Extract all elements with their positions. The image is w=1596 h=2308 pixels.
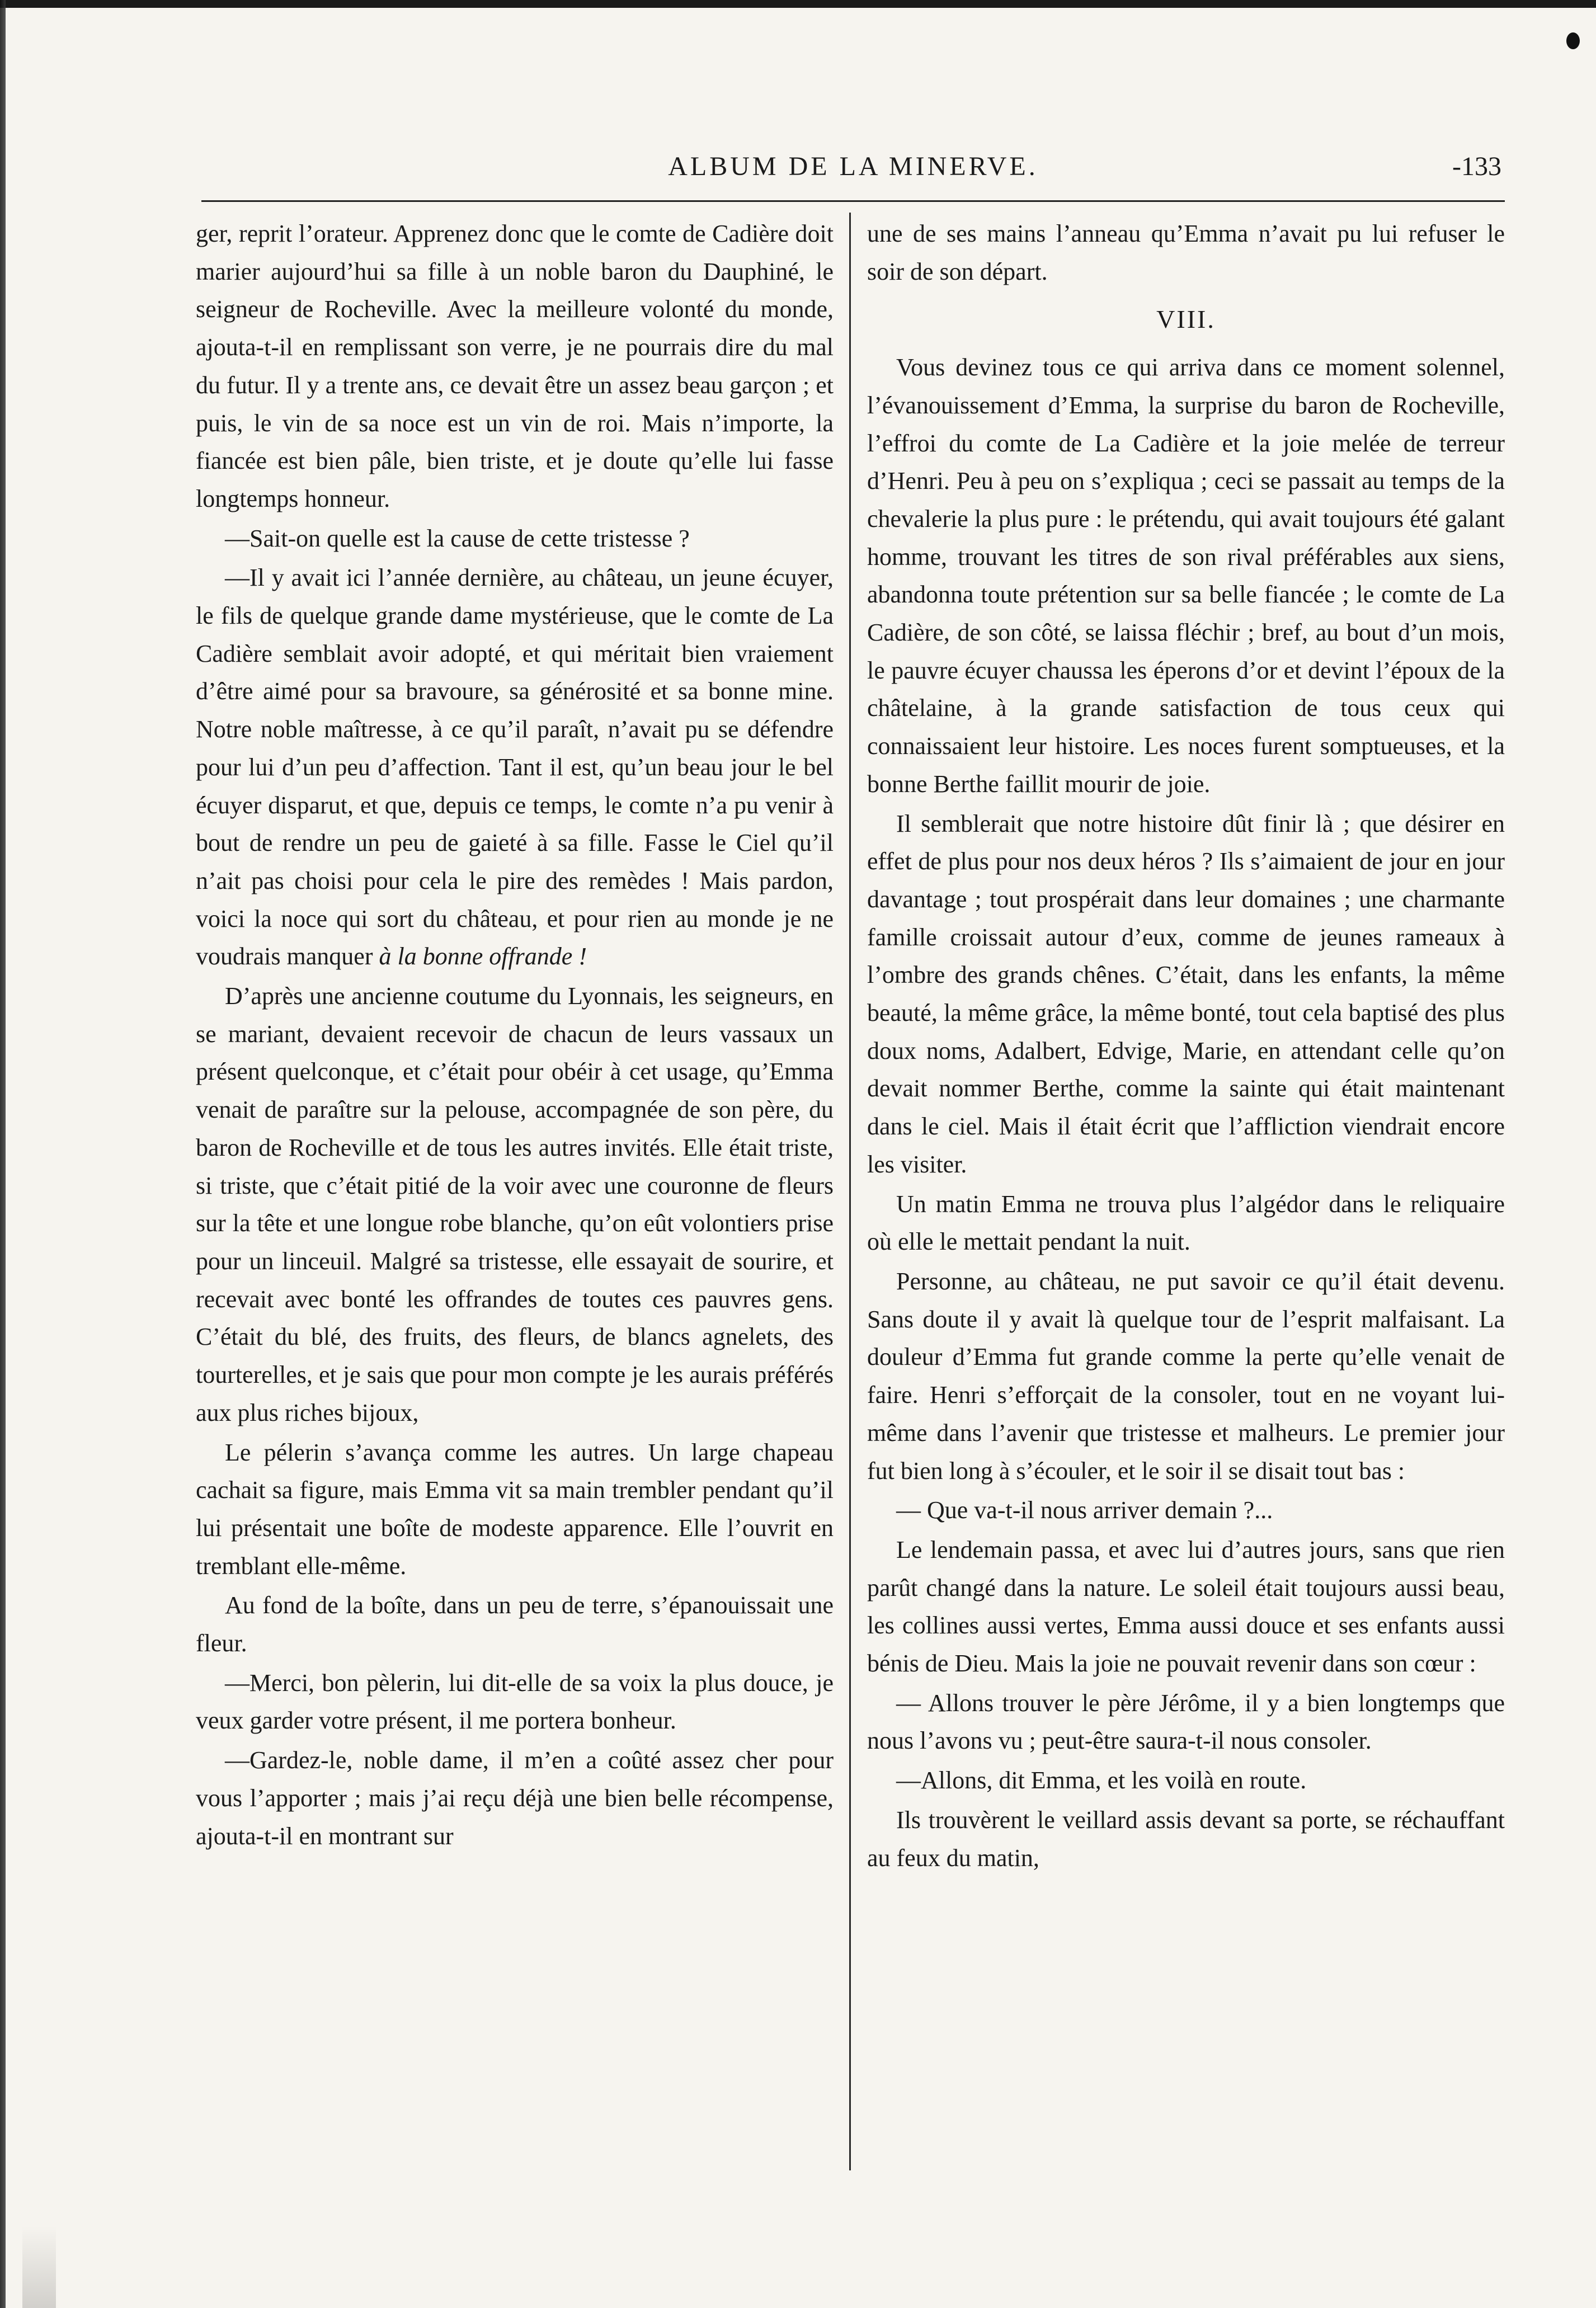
paragraph — [196, 559, 834, 976]
paragraph: Vous devinez tous ce qui arriva dans ce moment solennel, l’évanouissement d’Emma, la surprise du baron de Rocheville, l’effroi du comte de La Cadière et la joie melée de terreur d’Henri. Peu à peu on s’expliqua ; ceci se passait au temps de la chevalerie la plus pure : le prétendu, qui avait toujours été galant homme, trouvant les titres de son rival préférables aux siens, abandonna toute prétention sur sa belle fiancée ; le comte de La Cadière, de son côté, se laissa fléchir ; bref, au bout d’un mois, le pauvre écuyer chaussa les éperons d’or et devint l’époux de la châtelaine, à la grande satisfaction de tous ceux qui connaissaient leur histoire. Les noces furent somptueuses, et la bonne Berthe faillit mourir de joie. — [867, 354, 1505, 798]
paragraph: —Gardez-le, noble dame, il m’en a coûté assez cher pour vous l’apporter ; mais j’ai reçu déjà une bien belle récompense, ajouta-t-il en montrant sur — [196, 1746, 834, 1850]
page-corner-shadow — [22, 2226, 56, 2308]
paragraph: Ils trouvèrent le veillard assis devant sa porte, se réchauffant au feux du matin, — [867, 1806, 1505, 1872]
paragraph: — Allons trouver le père Jérôme, il y a bien longtemps que nous l’avons vu ; peut-être saura-t-il nous consoler. — [867, 1689, 1505, 1755]
running-header — [201, 147, 1505, 187]
paragraph: Le pélerin s’avança comme les autres. Un large chapeau cachait sa figure, mais Emma vit sa main trembler pendant qu’il lui présentait une boîte de modeste apparence. Elle l’ouvrit en tremblant elle-même. — [196, 1438, 834, 1580]
paragraph: —Allons, dit Emma, et les voilà en route. — [896, 1767, 1307, 1794]
paragraph-text: —Il y avait ici l’année dernière, au château, un jeune écuyer, le fils de quelque grande dame mystérieuse, que le comte de La Cadière semblait avoir adopté, et qui méritait bien vraiement d’être aimé pour sa bravoure, sa générosité et sa bonne mine. Notre noble maîtresse, à ce qu’il paraît, n’avait pu se défendre pour lui d’un peu d’affection. Tant il est, qu’un beau jour le bel écuyer disparut, et que, depuis ce temps, le comte n’a pu venir à bout de rendre un peu de gaieté à sa fille. Fasse le Ciel qu’il n’ait pas choisi pour cela le pire des remèdes ! Mais pardon, voici la noce qui sort du château, et pour rien au monde je ne voudrais manquer — [196, 564, 834, 971]
paragraph: Un matin Emma ne trouva plus l’algédor dans le reliquaire où elle le mettait pendant la nuit. — [867, 1190, 1505, 1256]
paragraph: Il semblerait que notre histoire dût finir là ; que désirer en effet de plus pour nos deux héros ? Ils s’aimaient de jour en jour davantage ; tout prospérait dans leur domaines ; une charmante famille croissait autour d’eux, comme de jeunes rameaux à l’ombre des grands chênes. C’était, dans les enfants, la même beauté, la même grâce, la même bonté, tout cela baptisé des plus doux noms, Adalbert, Edvige, Marie, en attendant celle qu’on devait nommer Berthe, comme la sainte qui était maintenant dans le ciel. Mais il était écrit que l’affliction viendrait encore les visiter. — [867, 809, 1505, 1178]
paragraph: une de ses mains l’anneau qu’Emma n’avait pu lui refuser le soir de son départ. — [867, 220, 1505, 285]
journal-title: ALBUM DE LA MINERVE. — [668, 152, 1038, 181]
section-heading: VIII. — [1156, 305, 1216, 334]
page-binding-edge — [0, 0, 6, 2308]
left-column — [196, 215, 834, 1855]
page-number-value: 133 — [1461, 152, 1501, 181]
paragraph: —Sait-on quelle est la cause de cette tristesse ? — [225, 524, 690, 552]
paragraph: ger, reprit l’orateur. Apprenez donc que le comte de Cadière doit marier aujourd’hui sa fille à un noble baron du Dauphiné, le seigneur de Rocheville. Avec la meilleure volonté du monde, ajouta-t-il en remplissant son verre, je ne pourrais dire du mal du futur. Il y a trente ans, ce devait être un assez beau garçon ; et puis, le vin de sa noce est un vin de roi. Mais n’importe, la fiancée est bien pâle, bien triste, et je doute qu’elle lui fasse longtemps honneur. — [196, 220, 834, 512]
page-top-border — [0, 0, 1596, 8]
paragraph: —Merci, bon pèlerin, lui dit-elle de sa voix la plus douce, je veux garder votre présent, il me portera bonheur. — [196, 1669, 834, 1735]
paragraph: Au fond de la boîte, dans un peu de terre, s’épanouissait une fleur. — [196, 1591, 834, 1657]
column-divider — [849, 213, 851, 2170]
italic-phrase: à la bonne offrande ! — [379, 943, 587, 971]
paragraph: Le lendemain passa, et avec lui d’autres jours, sans que rien parût changé dans la nature. Le soleil était toujours aussi beau, les collines aussi vertes, Emma aussi douce et ses enfants aussi bénis de Dieu. Mais la joie ne pouvait revenir dans son cœur : — [867, 1535, 1505, 1678]
paragraph: D’après une ancienne coutume du Lyonnais, les seigneurs, en se mariant, devaient recevoir de chacun de leurs vassaux un présent quelconque, et c’était pour obéir à cet usage, qu’Emma venait de paraître sur la pelouse, accompagnée de son père, du baron de Rocheville et de tous les autres invités. Elle était triste, si triste, que c’était pitié de la voir avec une couronne de fleurs sur la tête et une longue robe blanche, qu’on eût volontiers prise pour un linceuil. Malgré sa tristesse, elle essayait de sourire, et recevait avec bonté les offrandes de toutes ces pauvres gens. C’était du blé, des fruits, des fleurs, de blancs agnelets, des tourterelles, et je sais que pour mon compte je les aurais préférés aux plus riches bijoux, — [196, 982, 834, 1426]
ink-dot — [1566, 32, 1580, 49]
page-number: -133 — [1452, 152, 1501, 181]
paragraph: Personne, au château, ne put savoir ce qu’il était devenu. Sans doute il y avait là quelque tour de l’esprit malfaisant. La douleur d’Emma fut grande comme la perte qu’elle venait de faire. Henri s’efforçait de la consoler, tout en ne voyant lui-même dans l’avenir que tristesse et malheurs. Le premier jour fut bien long à s’écouler, et le soir il se disait tout bas : — [867, 1267, 1505, 1485]
paragraph: — Que va-t-il nous arriver demain ?... — [896, 1496, 1273, 1524]
header-rule — [201, 200, 1505, 202]
right-column — [867, 215, 1505, 1877]
